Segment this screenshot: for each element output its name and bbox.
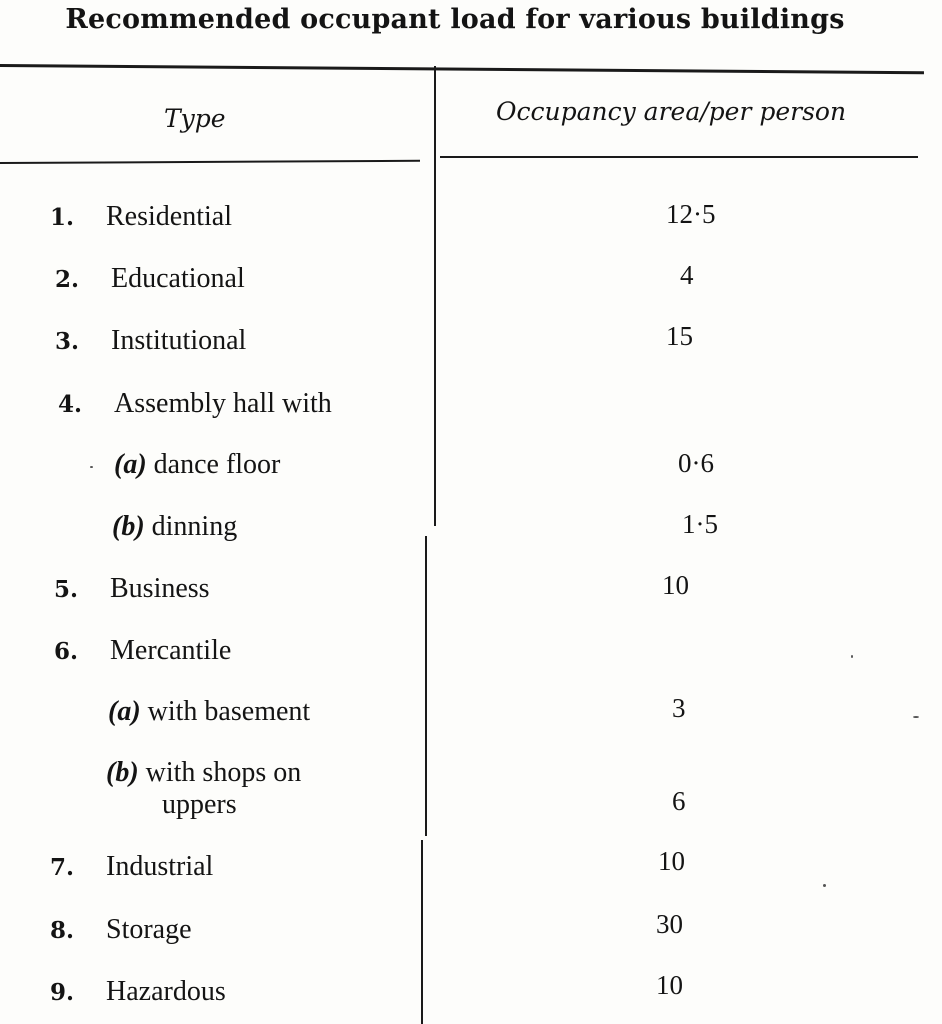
row-number: 9.: [50, 979, 75, 1006]
row-value: 12·5: [666, 199, 716, 229]
scan-speck: [90, 466, 93, 468]
row-label: Residential: [106, 201, 232, 232]
row-label: Assembly hall with: [114, 388, 332, 419]
table-title: Recommended occupant load for various buildings: [65, 4, 845, 35]
row-value: 1·5: [682, 509, 718, 539]
row-value: 3: [672, 693, 686, 723]
column-divider: [425, 536, 427, 836]
subrow-letter: (b): [106, 757, 139, 788]
row-number: 5.: [54, 576, 79, 603]
table-row: [54, 574, 210, 605]
scan-speck: [913, 716, 919, 718]
row-number: 1.: [50, 204, 75, 231]
scan-speck: [823, 884, 826, 887]
table-row: [50, 977, 226, 1008]
row-label: Institutional: [111, 325, 247, 356]
table-row: [54, 636, 231, 667]
top-rule: [0, 64, 924, 74]
subrow-label: dinning: [151, 511, 238, 542]
column-divider: [434, 66, 436, 526]
table-row: [50, 852, 213, 883]
row-value: 4: [680, 260, 694, 290]
subrow-label: dance floor: [153, 449, 281, 480]
subrow-label: with shops on: [145, 757, 302, 788]
row-number: 4.: [58, 391, 83, 418]
table-row: [50, 915, 192, 946]
header-rule-right: [440, 156, 918, 158]
row-number: 8.: [50, 917, 75, 944]
row-number: 2.: [55, 266, 80, 293]
table-row: [55, 264, 245, 295]
scan-speck: [851, 655, 853, 658]
header-occupancy-area: Occupancy area/per person: [496, 97, 847, 126]
table-row: [55, 326, 246, 357]
row-label: Industrial: [106, 851, 214, 882]
row-number: 3.: [55, 328, 80, 355]
row-value: 10: [658, 846, 685, 876]
row-label: Business: [110, 573, 210, 604]
header-rule-left: [0, 160, 420, 164]
table-subrow: [112, 512, 237, 542]
row-value: 0·6: [678, 448, 714, 478]
table-row: [58, 389, 332, 420]
row-value: 15: [666, 321, 693, 351]
table-subrow: [114, 450, 280, 480]
subrow-letter: (a): [108, 696, 141, 727]
row-value: 10: [656, 970, 683, 1000]
table-subrow: [108, 697, 310, 727]
row-value: 6: [672, 786, 686, 816]
row-label: Hazardous: [106, 976, 226, 1007]
subrow-letter: (b): [112, 511, 145, 542]
row-number: 7.: [50, 854, 75, 881]
row-value: 30: [656, 909, 683, 939]
table-subrow: [106, 758, 301, 788]
subrow-letter: (a): [114, 449, 147, 480]
row-value: 10: [662, 570, 689, 600]
subrow-label: with basement: [147, 696, 311, 727]
row-number: 6.: [54, 638, 79, 665]
row-label: Educational: [111, 263, 245, 294]
column-divider: [421, 840, 423, 1024]
table-row: [50, 202, 232, 233]
row-label: Storage: [106, 914, 192, 945]
header-type: Type: [164, 104, 226, 133]
subrow-label-continued: uppers: [162, 789, 237, 820]
row-label: Mercantile: [110, 635, 232, 666]
